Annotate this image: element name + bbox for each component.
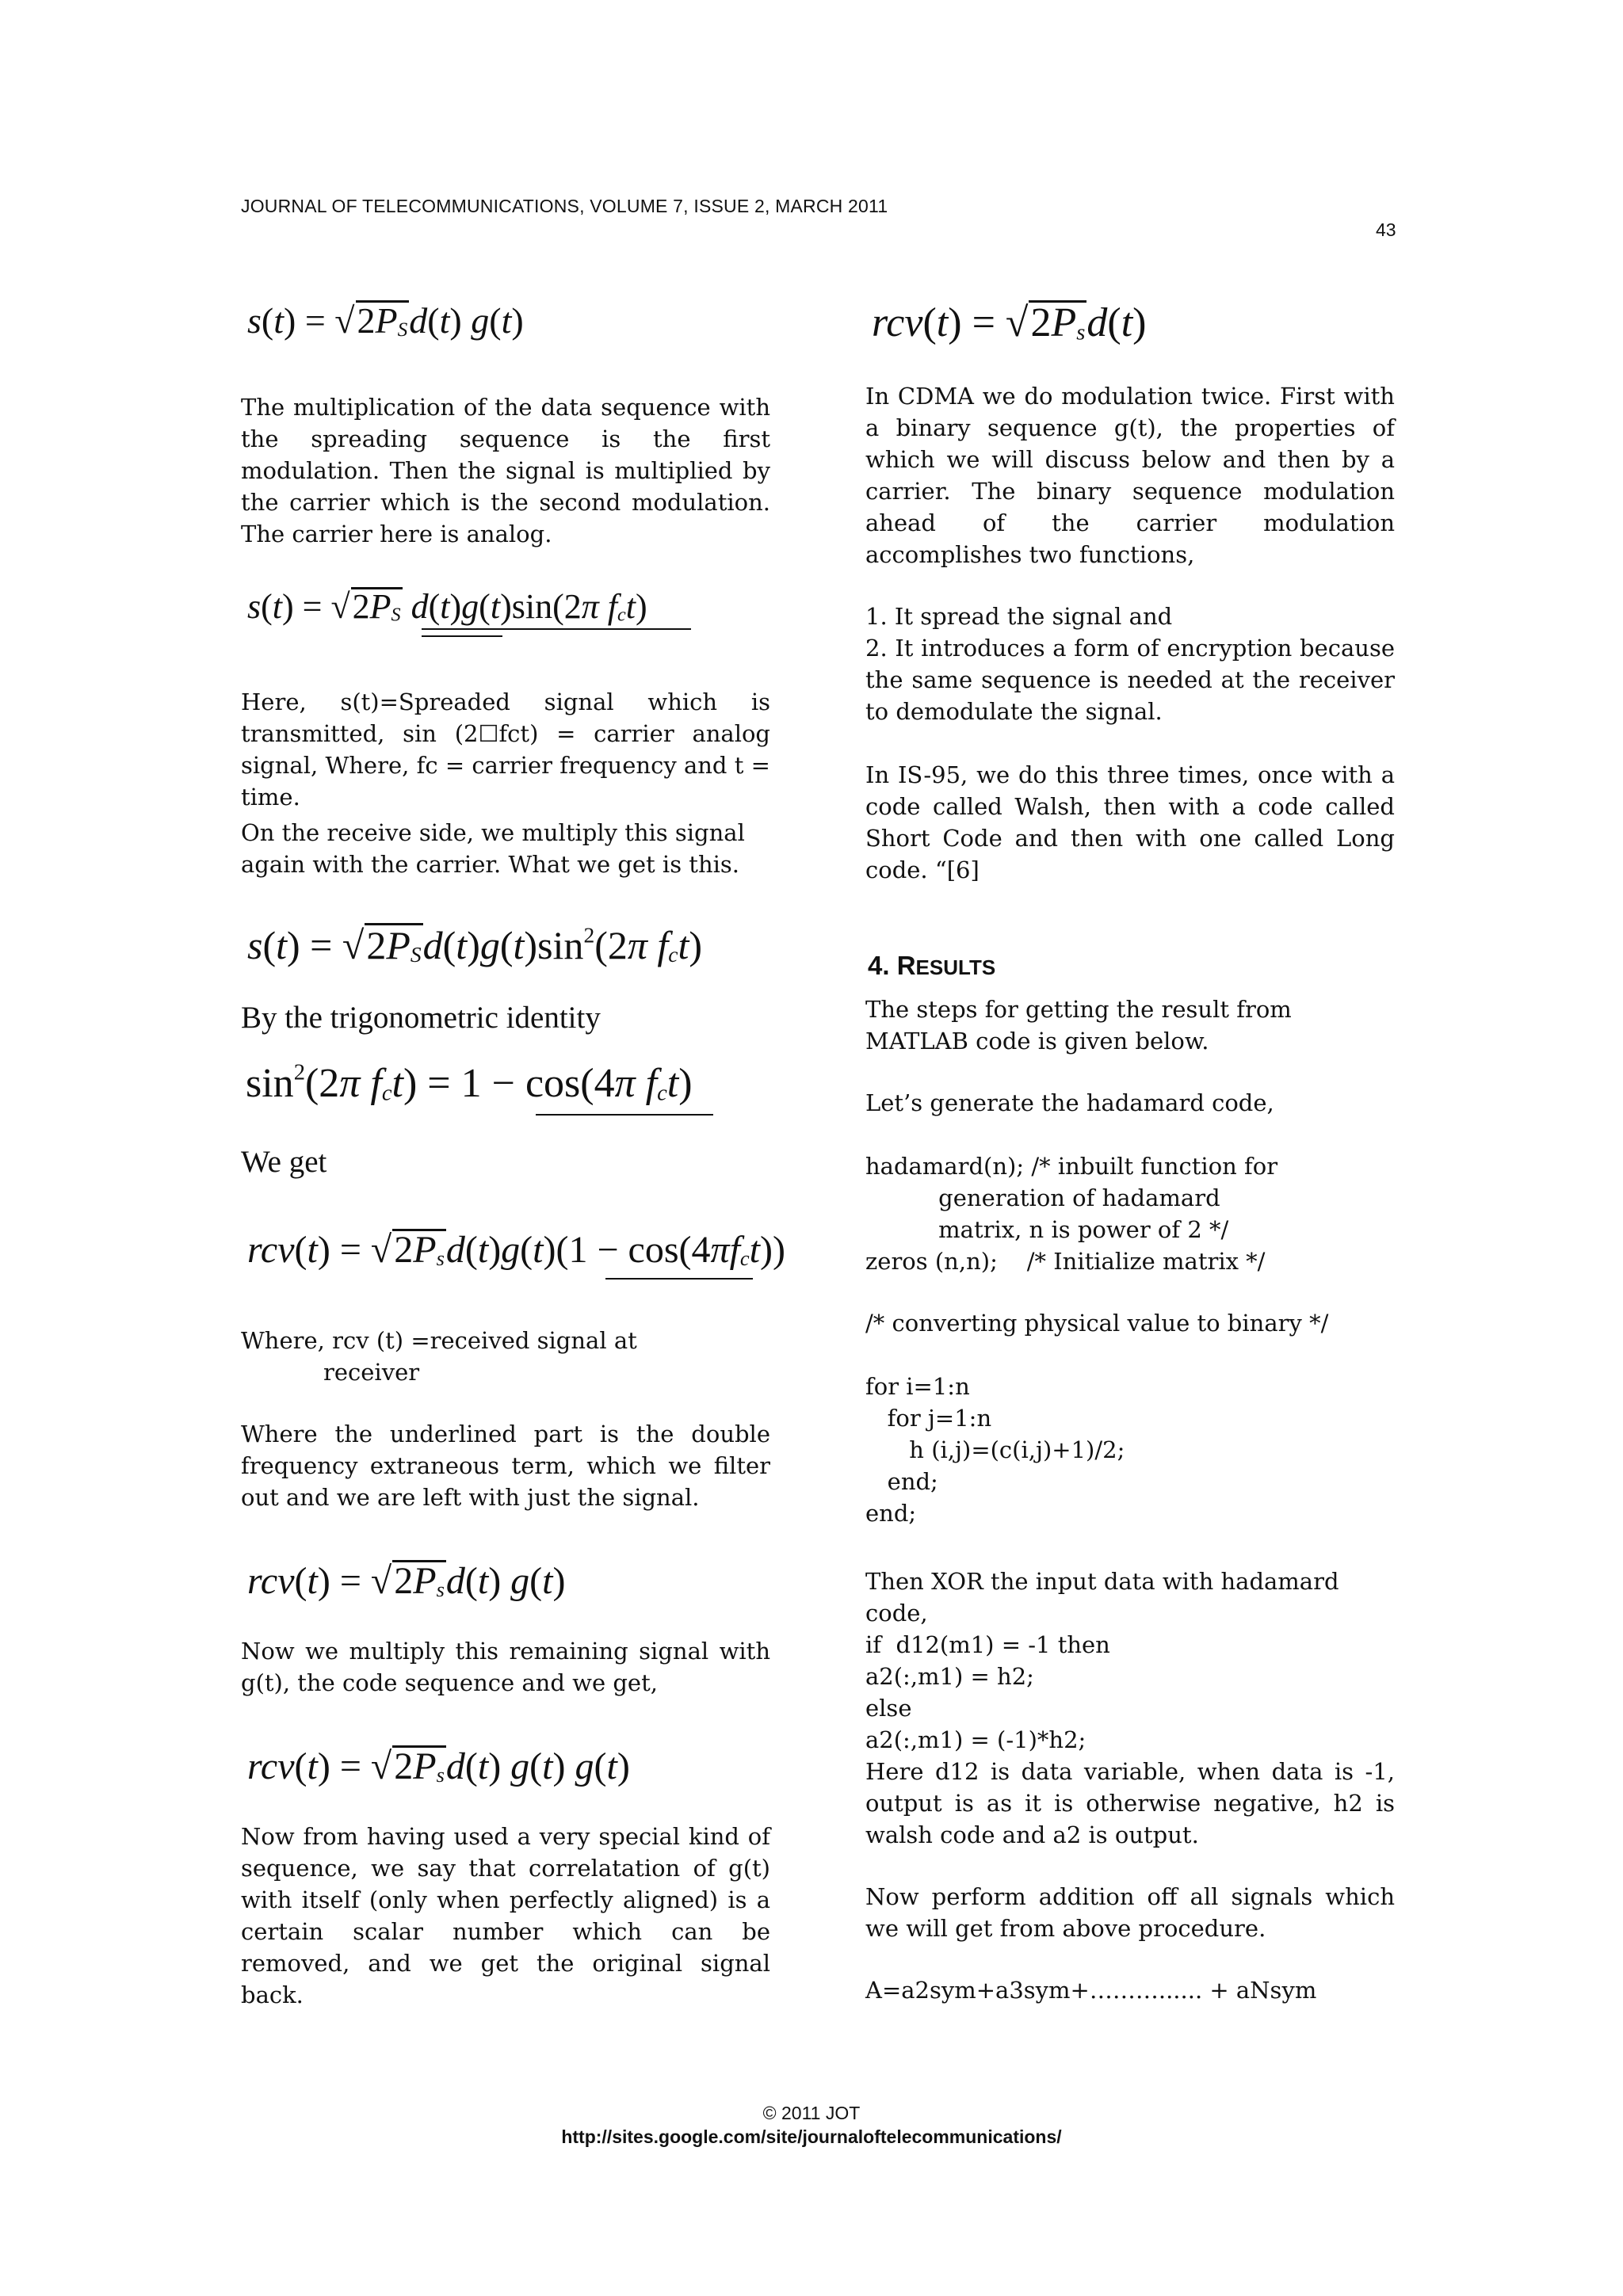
right-paragraph-6: Here d12 is data variable, when data is -1, output is as it is otherwise negative, h2 is walsh code and a2 is output. [865,1758,1395,1848]
equation-7: $rcv(t) = √2P_sd(t)$ g(t) g(t) [247,1745,630,1787]
equation-4-underline [536,1114,713,1116]
where-rcv-line: Where, rcv (t) =received signal at [241,1327,637,1354]
list-item-1: 1. It spread the signal and [865,603,1173,630]
running-header: JOURNAL OF TELECOMMUNICATIONS, VOLUME 7, ISSUE 2, MARCH 2011 [241,196,888,216]
right-paragraph-2: In IS-95, we do this three times, once with a code called Walsh, then with a code called Short Code and then with one called Long code. “[6] [865,761,1395,883]
right-paragraph-8: A=a2sym+a3sym+………...... + aNsym [865,1977,1317,2004]
equation-2-underline-b [422,635,502,637]
left-paragraph-5: Now we multiply this remaining signal with g(t), the code sequence and we get, [241,1638,770,1696]
right-paragraph-3: The steps for getting the result from MATLAB code is given below. [865,996,1292,1055]
right-paragraph-1: In CDMA we do modulation twice. First with a binary sequence g(t), the properties of which we will discuss below and then by a carrier. The binary sequence modulation ahead of the carrier modulation accomplishes two functions, [865,383,1395,568]
right-paragraph-5: Then XOR the input data with hadamard code, [865,1568,1339,1627]
where-rcv-receiver: receiver [323,1359,420,1386]
code-block-2: for i=1:n for j=1:n h (i,j)=(c(i,j)+1)/2; end; end; [865,1373,1125,1527]
equation-2: $s(t) = √2P_S$ d(t)g(t)sin(2π $f_ct$) [247,587,647,626]
equation-5-underline [605,1278,753,1280]
equation-6: $rcv(t) = √2P_sd(t)$ g(t) [247,1560,566,1602]
section-heading-rest: ESULTS [915,955,996,979]
code-comment: /* converting physical value to binary */ [865,1310,1329,1337]
footer-url[interactable]: http://sites.google.com/site/journaloftelecommunications/ [561,2126,1062,2147]
equation-1: $s(t) = √2P_Sd(t)$ g(t) [247,300,524,341]
equation-4: $\sin^2(2\pi$ $f_ct) = 1 - \cos(4\pi$ $f_ct$) [246,1060,693,1106]
equation-5: $rcv(t) = √2P_sd(t)g(t)(1 - \cos(4\pi f_ct))$ [247,1229,785,1271]
right-paragraph-4: Let’s generate the hadamard code, [865,1089,1274,1116]
list-item-2: 2. It introduces a form of encryption because the same sequence is needed at the receiver to demodulate the signal. [865,635,1395,725]
equation-8: $rcv(t) = √2P_sd(t)$ [872,300,1147,345]
equation-2-underline-a [422,628,691,630]
page-number: 43 [1376,219,1396,240]
footer-copyright: © 2011 JOT [762,2103,861,2123]
left-paragraph-4: Where the underlined part is the double frequency extraneous term, which we filter out and we are left with just the signal. [241,1421,770,1511]
left-paragraph-1: The multiplication of the data sequence with the spreading sequence is the first modulation. Then the signal is multiplied by the carrier which is the second modulation. The carrier here is analog. [241,394,770,547]
left-paragraph-6: Now from having used a very special kind of sequence, we say that correlatation of g(t) with itself (only when perfectly aligned) is a certain scalar number which can be removed, and we get the original signal back. [241,1823,770,2008]
right-paragraph-7: Now perform addition off all signals which we will get from above procedure. [865,1883,1395,1942]
left-paragraph-3: On the receive side, we multiply this signal again with the carrier. What we get is this. [241,819,745,878]
trig-identity-label: By the trigonometric identity [241,1001,601,1035]
code-block-3: if d12(m1) = -1 then a2(:,m1) = h2; else a2(:,m1) = (-1)*h2; [865,1631,1110,1753]
section-heading-number: 4. R [868,951,916,980]
left-paragraph-2: Here, s(t)=Spreaded signal which is transmitted, sin (2☐fct) = carrier analog signal, Where, fc = carrier frequency and t = time. [241,688,770,810]
equation-3: $s(t) = √2P_Sd(t)g(t)\sin^2(2\pi$ $f_ct$) [247,922,703,967]
code-block-1: hadamard(n); /* inbuilt function for generation of hadamard matrix, n is power of 2 */ zeros (n,n); /* Initialize matrix */ [865,1153,1278,1275]
we-get-label: We get [241,1145,327,1179]
section-heading [868,951,995,981]
